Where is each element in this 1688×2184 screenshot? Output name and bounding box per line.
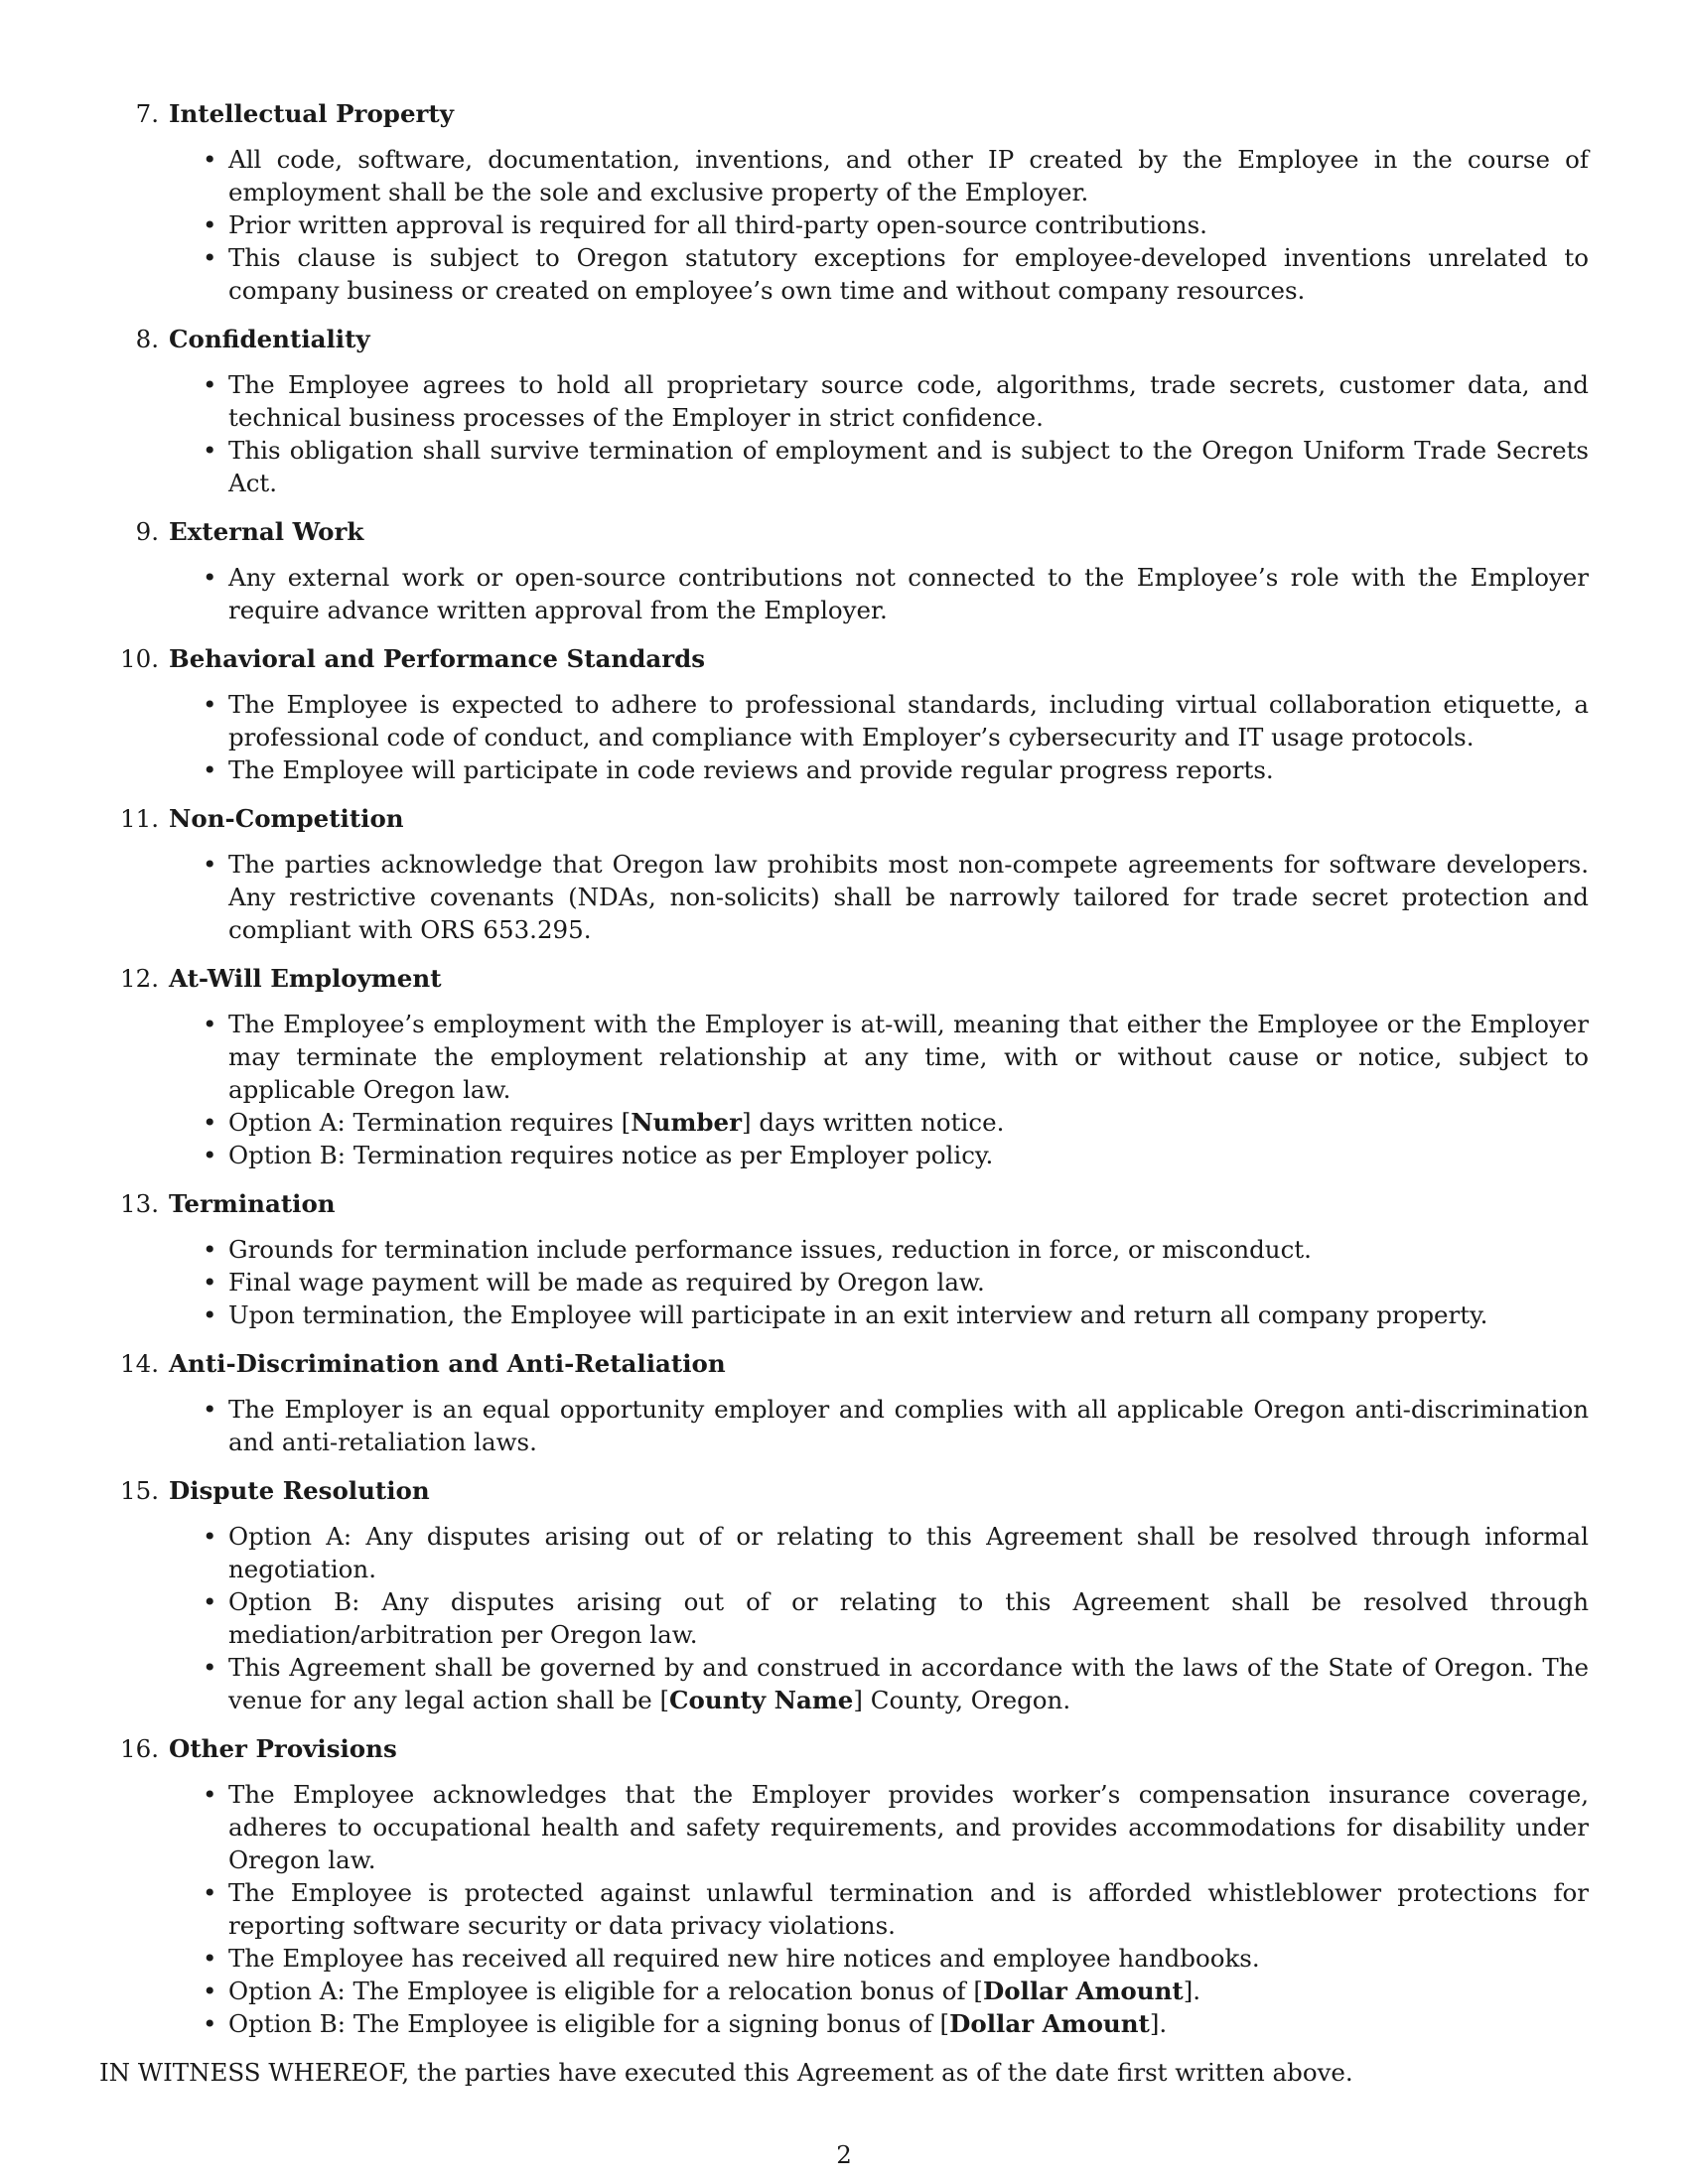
- section-title: Behavioral and Performance Standards: [169, 644, 706, 673]
- section-title: Non-Competition: [169, 804, 404, 833]
- list-item-text: Option B: The Employee is eligible for a signing bonus of [Dollar Amount].: [228, 2009, 1168, 2038]
- list-item: [203, 241, 1589, 307]
- section-dispute-resolution: [99, 1474, 1589, 1716]
- bullet-list: [99, 1393, 1589, 1458]
- list-item: [203, 1266, 1589, 1298]
- section-number: 11.: [120, 804, 159, 833]
- list-item-text: Prior written approval is required for all third-party open-source contributions.: [228, 210, 1207, 239]
- list-item: [203, 848, 1589, 946]
- list-item: [203, 1139, 1589, 1171]
- bullet-list: [99, 561, 1589, 626]
- bullet-list: [99, 688, 1589, 786]
- list-item: [203, 143, 1589, 208]
- list-item-text: Option A: Termination requires [Number] days written notice.: [228, 1108, 1005, 1137]
- bullet-icon: •: [203, 755, 217, 784]
- section-number: 14.: [120, 1349, 159, 1378]
- section-heading: [99, 97, 1589, 130]
- section-title: At-Will Employment: [169, 964, 442, 993]
- section-title: Other Provisions: [169, 1734, 397, 1763]
- section-title: Termination: [169, 1189, 336, 1218]
- section-number: 8.: [135, 325, 159, 353]
- bullet-list: [99, 143, 1589, 307]
- bullet-icon: •: [203, 1977, 217, 2005]
- section-heading: [99, 1187, 1589, 1220]
- bullet-icon: •: [203, 1395, 217, 1424]
- section-anti-discrimination: [99, 1347, 1589, 1458]
- bullet-icon: •: [203, 210, 217, 239]
- section-number: 13.: [120, 1189, 159, 1218]
- list-item-text: Grounds for termination include performance issues, reduction in force, or misconduct.: [228, 1235, 1312, 1264]
- list-item-text: Option B: Termination requires notice as per Employer policy.: [228, 1141, 994, 1169]
- section-at-will-employment: [99, 962, 1589, 1171]
- list-item-text: This clause is subject to Oregon statutory exceptions for employee-developed inventions unrelated to company business or created on employee’s own time and without company resources.: [228, 243, 1589, 305]
- section-heading: [99, 1474, 1589, 1507]
- bullet-list: [99, 368, 1589, 499]
- section-title: Dispute Resolution: [169, 1476, 430, 1505]
- list-item-text: The Employee has received all required new hire notices and employee handbooks.: [228, 1944, 1260, 1973]
- list-item: [203, 1008, 1589, 1106]
- list-item: [203, 2007, 1589, 2040]
- bullet-icon: •: [203, 690, 217, 719]
- section-heading: [99, 515, 1589, 548]
- list-item: [203, 1393, 1589, 1458]
- witness-statement: IN WITNESS WHEREOF, the parties have executed this Agreement as of the date first written above.: [99, 2058, 1353, 2087]
- bullet-icon: •: [203, 1944, 217, 1973]
- list-item: [203, 688, 1589, 753]
- list-item-text: The Employee acknowledges that the Employer provides worker’s compensation insurance coverage, adheres to occupational health and safety requirements, and provides accommodations for disability under Oregon law.: [228, 1780, 1589, 1874]
- list-item: [203, 1942, 1589, 1975]
- placeholder-field: Dollar Amount: [982, 1977, 1184, 2005]
- list-item: [203, 561, 1589, 626]
- list-item: [203, 753, 1589, 786]
- page-number: 2: [836, 2140, 852, 2169]
- list-item-text: This obligation shall survive termination of employment and is subject to the Oregon Uniform Trade Secrets Act.: [228, 436, 1589, 497]
- bullet-list: [99, 1520, 1589, 1716]
- bullet-icon: •: [203, 436, 217, 465]
- section-number: 9.: [135, 517, 159, 546]
- bullet-icon: •: [203, 1878, 217, 1907]
- list-item: [203, 1106, 1589, 1139]
- bullet-icon: •: [203, 1587, 217, 1616]
- list-item: [203, 208, 1589, 241]
- bullet-icon: •: [203, 1141, 217, 1169]
- section-intellectual-property: [99, 97, 1589, 307]
- list-item: [203, 1876, 1589, 1942]
- bullet-icon: •: [203, 563, 217, 592]
- bullet-list: [99, 848, 1589, 946]
- section-heading: [99, 962, 1589, 995]
- list-item-text: The Employee is protected against unlawful termination and is afforded whistleblower protections for reporting software security or data privacy violations.: [228, 1878, 1589, 1940]
- section-title: Confidentiality: [169, 325, 370, 353]
- list-item-text: The parties acknowledge that Oregon law prohibits most non-compete agreements for software developers. Any restrictive covenants (NDAs, non-solicits) shall be narrowly tailored for trade secret protection and compliant with ORS 653.295.: [228, 850, 1589, 944]
- list-item: [203, 1233, 1589, 1266]
- section-non-competition: [99, 802, 1589, 946]
- placeholder-field: Dollar Amount: [949, 2009, 1150, 2038]
- list-item: [203, 434, 1589, 499]
- list-item-text: The Employee agrees to hold all proprietary source code, algorithms, trade secrets, customer data, and technical business processes of the Employer in strict confidence.: [228, 370, 1589, 432]
- section-title: Intellectual Property: [169, 99, 454, 128]
- list-item: [203, 1298, 1589, 1331]
- section-heading: [99, 1347, 1589, 1380]
- section-external-work: [99, 515, 1589, 626]
- list-item: [203, 1778, 1589, 1876]
- list-item-text: All code, software, documentation, inventions, and other IP created by the Employee in the course of employment shall be the sole and exclusive property of the Employer.: [228, 145, 1589, 206]
- placeholder-field: County Name: [669, 1686, 854, 1714]
- document-body: [99, 97, 1589, 2089]
- list-item-text: The Employee will participate in code reviews and provide regular progress reports.: [228, 755, 1274, 784]
- bullet-icon: •: [203, 1108, 217, 1137]
- section-number: 10.: [120, 644, 159, 673]
- list-item-text: Final wage payment will be made as required by Oregon law.: [228, 1268, 985, 1297]
- section-title: Anti-Discrimination and Anti-Retaliation: [169, 1349, 726, 1378]
- list-item-text: Upon termination, the Employee will participate in an exit interview and return all company property.: [228, 1300, 1488, 1329]
- bullet-icon: •: [203, 850, 217, 879]
- section-title: External Work: [169, 517, 364, 546]
- bullet-icon: •: [203, 1780, 217, 1809]
- bullet-icon: •: [203, 1522, 217, 1551]
- list-item-text: The Employee’s employment with the Employer is at-will, meaning that either the Employee or the Employer may terminate the employment relationship at any time, with or without cause or notice, subject to applicable Oregon law.: [228, 1010, 1589, 1104]
- section-other-provisions: [99, 1732, 1589, 2040]
- bullet-icon: •: [203, 145, 217, 174]
- section-heading: [99, 323, 1589, 355]
- section-number: 16.: [120, 1734, 159, 1763]
- bullet-icon: •: [203, 1300, 217, 1329]
- section-behavioral-standards: [99, 642, 1589, 786]
- bullet-icon: •: [203, 370, 217, 399]
- list-item-text: The Employer is an equal opportunity employer and complies with all applicable Oregon anti-discrimination and anti-retaliation laws.: [228, 1395, 1589, 1456]
- bullet-icon: •: [203, 1268, 217, 1297]
- bullet-list: [99, 1008, 1589, 1171]
- bullet-icon: •: [203, 1235, 217, 1264]
- list-item-text: This Agreement shall be governed by and construed in accordance with the laws of the State of Oregon. The venue for any legal action shall be [County Name] County, Oregon.: [228, 1653, 1589, 1714]
- section-termination: [99, 1187, 1589, 1331]
- list-item-text: The Employee is expected to adhere to professional standards, including virtual collaboration etiquette, a professional code of conduct, and compliance with Employer’s cybersecurity and IT usage protocols.: [228, 690, 1589, 751]
- section-heading: [99, 802, 1589, 835]
- placeholder-field: Number: [631, 1108, 743, 1137]
- section-confidentiality: [99, 323, 1589, 499]
- list-item-text: Option B: Any disputes arising out of or relating to this Agreement shall be resolved through mediation/arbitration per Oregon law.: [228, 1587, 1589, 1649]
- list-item: [203, 1975, 1589, 2007]
- list-item-text: Option A: Any disputes arising out of or relating to this Agreement shall be resolved through informal negotiation.: [228, 1522, 1589, 1583]
- section-number: 12.: [120, 964, 159, 993]
- list-item: [203, 368, 1589, 434]
- section-number: 7.: [135, 99, 159, 128]
- section-heading: [99, 642, 1589, 675]
- bullet-icon: •: [203, 2009, 217, 2038]
- bullet-list: [99, 1778, 1589, 2040]
- list-item: [203, 1585, 1589, 1651]
- bullet-icon: •: [203, 243, 217, 272]
- section-heading: [99, 1732, 1589, 1765]
- list-item-text: Any external work or open-source contributions not connected to the Employee’s role with the Employer require advance written approval from the Employer.: [228, 563, 1589, 624]
- bullet-icon: •: [203, 1010, 217, 1038]
- list-item-text: Option A: The Employee is eligible for a relocation bonus of [Dollar Amount].: [228, 1977, 1201, 2005]
- list-item: [203, 1520, 1589, 1585]
- bullet-list: [99, 1233, 1589, 1331]
- bullet-icon: •: [203, 1653, 217, 1682]
- list-item: [203, 1651, 1589, 1716]
- section-number: 15.: [120, 1476, 159, 1505]
